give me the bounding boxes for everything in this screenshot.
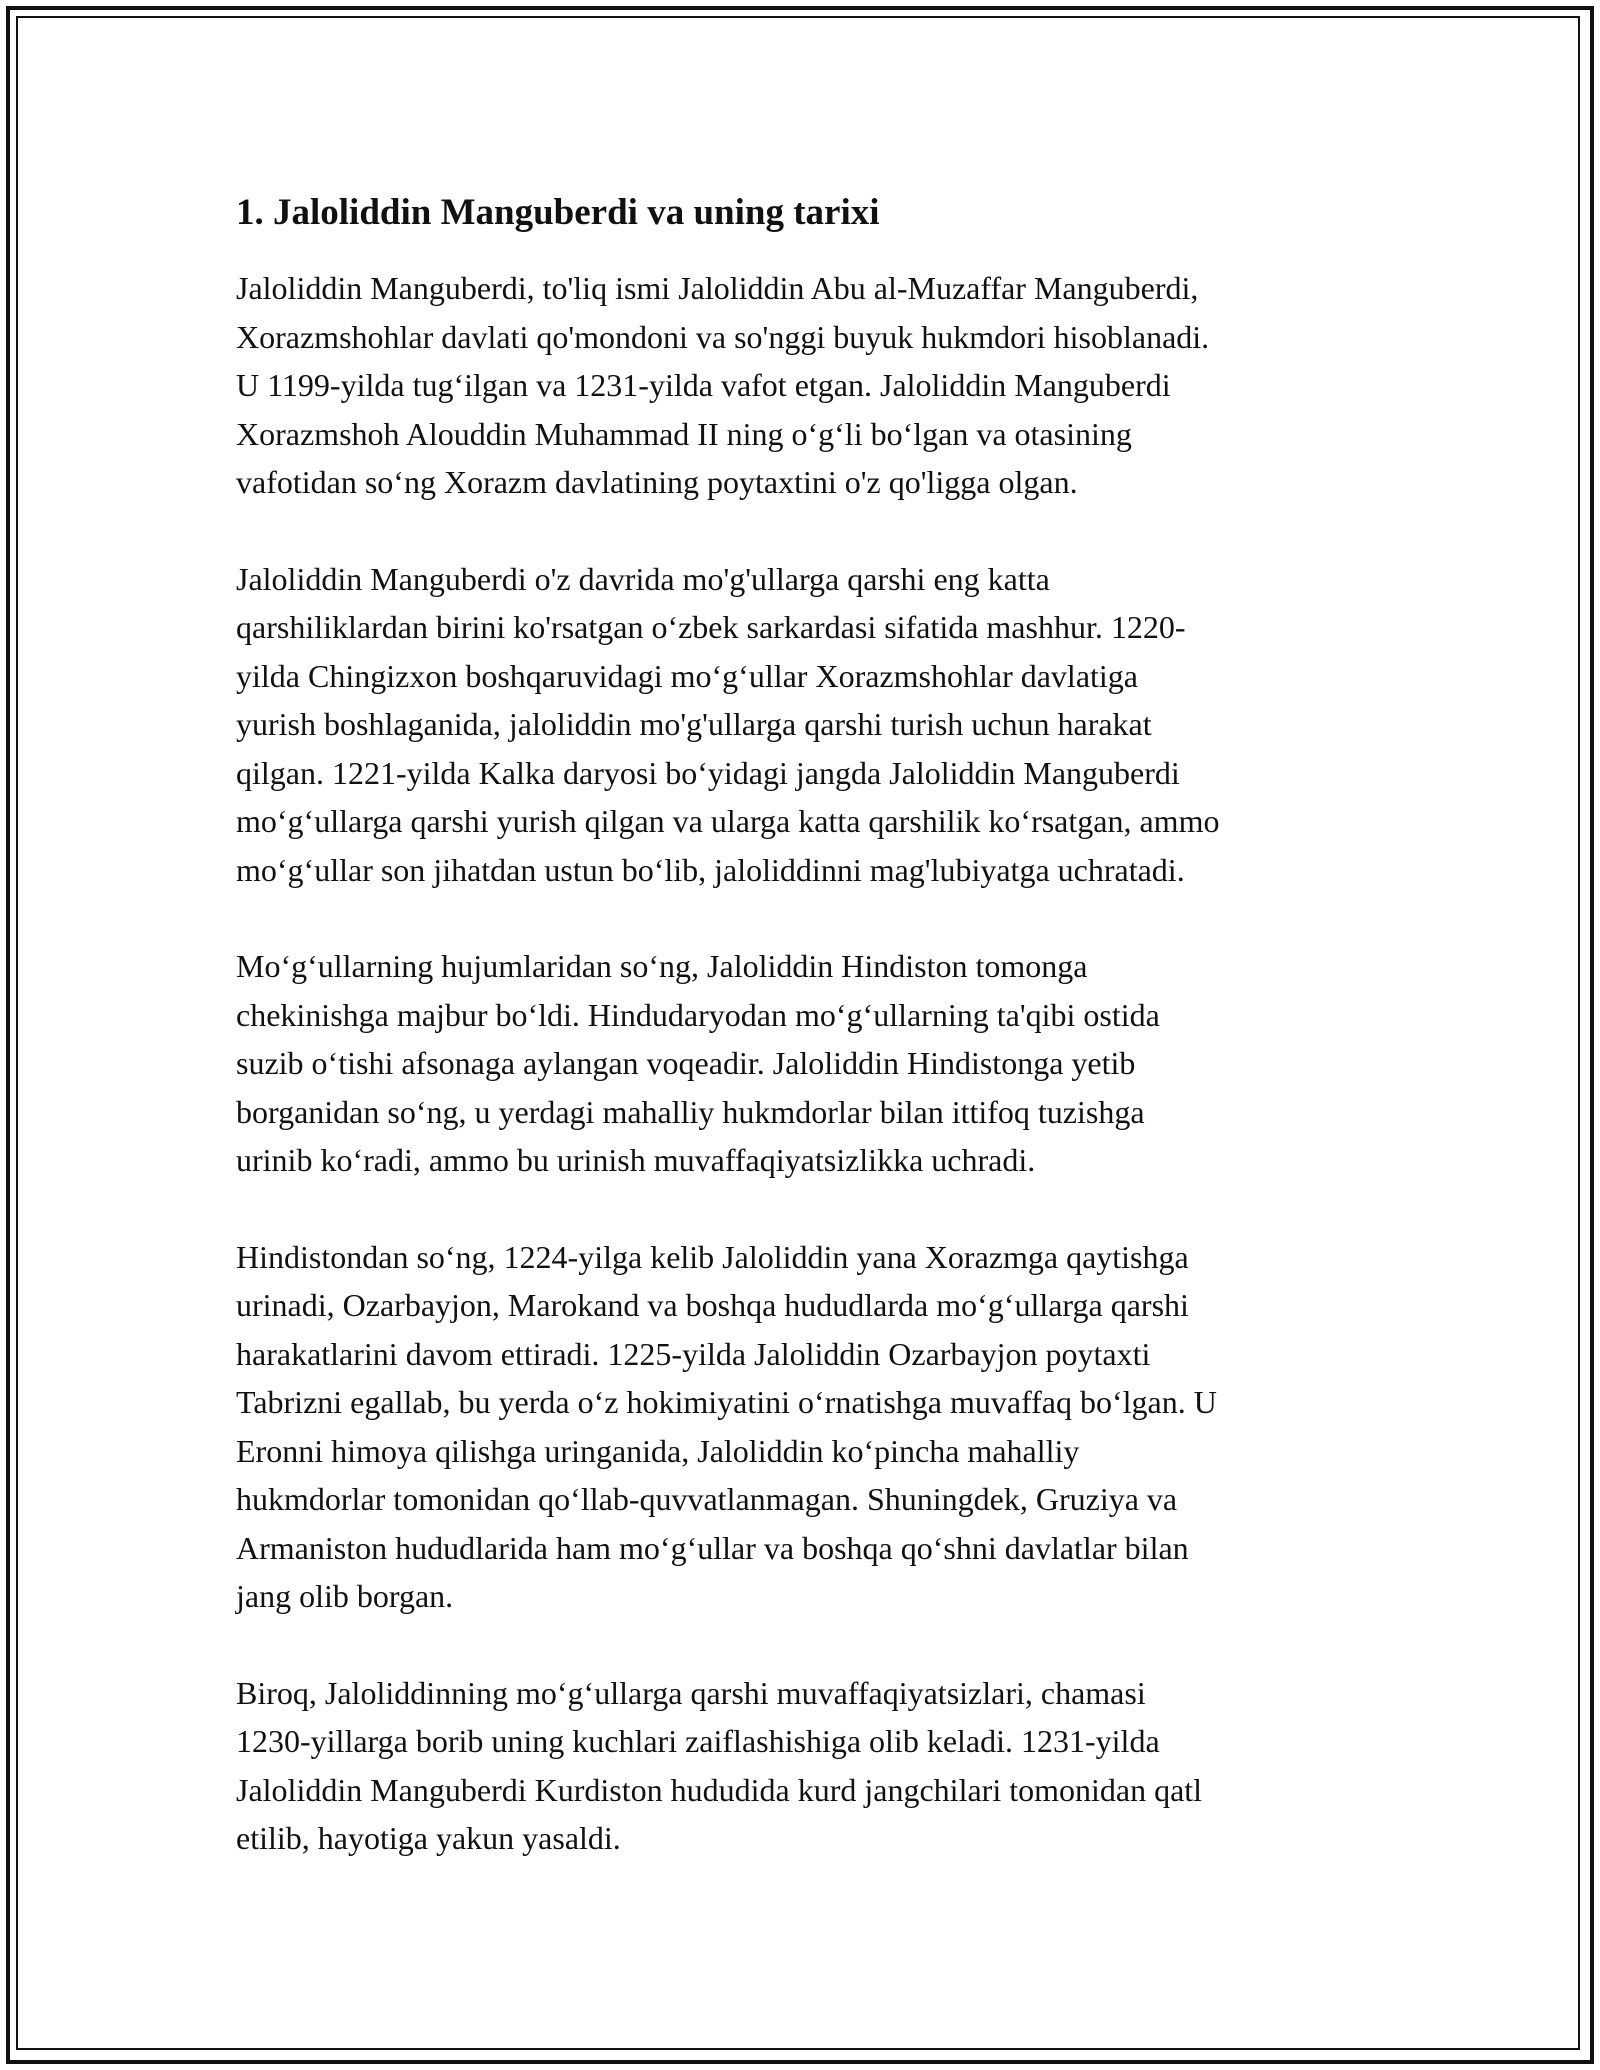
paragraph-line: vafotidan so‘ng Xorazm davlatining poytaxtini o'z qo'ligga olgan. <box>236 464 1078 500</box>
paragraph-line: jang olib borgan. <box>236 1578 454 1614</box>
paragraph-line: Xorazmshohlar davlati qo'mondoni va so'nggi buyuk hukmdori hisoblanadi. <box>236 318 1210 355</box>
paragraph-line: Xorazmshoh Alouddin Muhammad II ning o‘g‘li bo‘lgan va otasining <box>236 415 1132 452</box>
paragraph-line: hukmdorlar tomonidan qo‘llab-quvvatlanmagan. Shuningdek, Gruziya va <box>236 1481 1178 1517</box>
paragraph-line: Eronni himoya qilishga uringanida, Jaloliddin ko‘pincha mahalliy <box>236 1432 1080 1469</box>
paragraph <box>236 264 1366 507</box>
paragraph-line: yurish boshlaganida, jaloliddin mo'g'ullarga qarshi turish uchun harakat <box>236 706 1152 742</box>
paragraph-line: mo‘g‘ullar son jihatdan ustun bo‘lib, jaloliddinni mag'lubiyatga uchratadi. <box>236 851 1185 888</box>
paragraph-line: Mo‘g‘ullarning hujumlaridan so‘ng, Jaloliddin Hindiston tomonga <box>236 948 1088 984</box>
paragraph-line: harakatlarini davom ettiradi. 1225-yilda Jaloliddin Ozarbayjon poytaxti <box>236 1335 1151 1372</box>
document-title: 1. Jaloliddin Manguberdi va uning tarixi <box>236 192 880 233</box>
paragraph-line: qilgan. 1221-yilda Kalka daryosi bo‘yidagi jangda Jaloliddin Manguberdi <box>236 754 1180 791</box>
paragraph-line: chekinishga majbur bo‘ldi. Hindudaryodan mo‘g‘ullarning ta'qibi ostida <box>236 996 1160 1033</box>
paragraph-line: Armaniston hududlarida ham mo‘g‘ullar va boshqa qo‘shni davlatlar bilan <box>236 1529 1189 1566</box>
paragraph-line: Jaloliddin Manguberdi Kurdiston hududida kurd jangchilari tomonidan qatl <box>236 1771 1203 1808</box>
paragraph-line: Jaloliddin Manguberdi o'z davrida mo'g'ullarga qarshi eng katta <box>236 560 1050 597</box>
paragraph-line: urinadi, Ozarbayjon, Marokand va boshqa hududlarda mo‘g‘ullarga qarshi <box>236 1287 1189 1323</box>
paragraph <box>236 555 1366 895</box>
paragraph-line: Tabrizni egallab, bu yerda o‘z hokimiyatini o‘rnatishga muvaffaq bo‘lgan. U <box>236 1384 1217 1420</box>
paragraph-line: borganidan so‘ng, u yerdagi mahalliy hukmdorlar bilan ittifoq tuzishga <box>236 1093 1145 1130</box>
paragraph-line: U 1199-yilda tug‘ilgan va 1231-yilda vafot etgan. Jaloliddin Manguberdi <box>236 367 1171 403</box>
paragraph-line: urinib ko‘radi, ammo bu urinish muvaffaqiyatsizlikka uchradi. <box>236 1142 1036 1178</box>
paragraph-line: Hindistondan so‘ng, 1224-yilga kelib Jaloliddin yana Xorazmga qaytishga <box>236 1238 1189 1275</box>
paragraph <box>236 942 1366 1185</box>
paragraph-line: Jaloliddin Manguberdi, to'liq ismi Jaloliddin Abu al-Muzaffar Manguberdi, <box>236 270 1199 306</box>
paragraph-line: yilda Chingizxon boshqaruvidagi mo‘g‘ullar Xorazmshohlar davlatiga <box>236 657 1138 694</box>
paragraph-line: 1230-yillarga borib uning kuchlari zaiflashishiga olib keladi. 1231-yilda <box>236 1723 1160 1759</box>
paragraph-line: mo‘g‘ullarga qarshi yurish qilgan va ularga katta qarshilik ko‘rsatgan, ammo <box>236 803 1220 839</box>
paragraph-line: suzib o‘tishi afsonaga aylangan voqeadir. Jaloliddin Hindistonga yetib <box>236 1045 1136 1081</box>
paragraph-list <box>236 264 1366 1863</box>
paragraph <box>236 1669 1366 1863</box>
paragraph-line: etilib, hayotiga yakun yasaldi. <box>236 1820 621 1856</box>
paragraph <box>236 1233 1366 1621</box>
paragraph-line: qarshiliklardan birini ko'rsatgan o‘zbek sarkardasi sifatida mashhur. 1220- <box>236 609 1186 645</box>
document-body <box>236 190 1366 1911</box>
paragraph-line: Biroq, Jaloliddinning mo‘g‘ullarga qarshi muvaffaqiyatsizlari, chamasi <box>236 1674 1146 1711</box>
